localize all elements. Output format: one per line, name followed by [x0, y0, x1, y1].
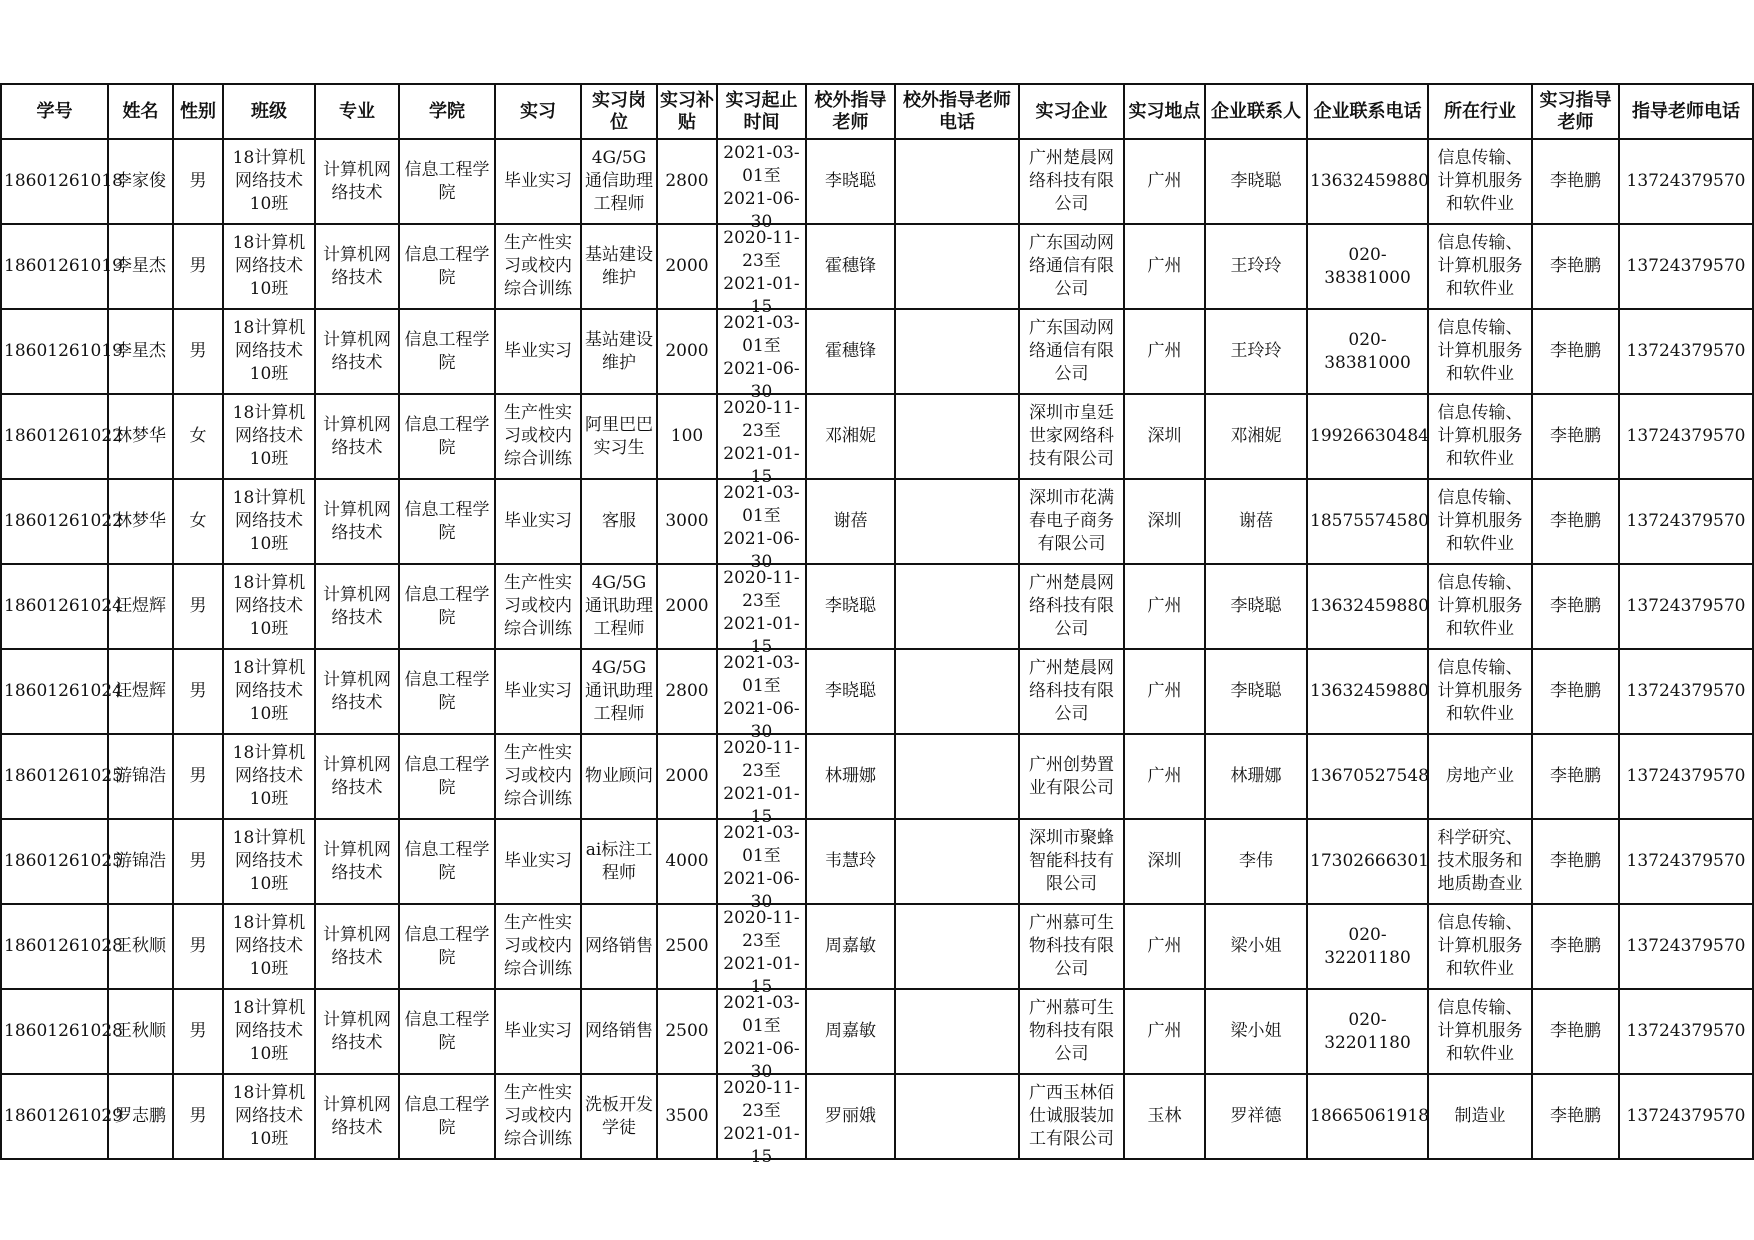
tutor-phone-cell: 13724379570 [1619, 139, 1753, 224]
location-cell: 广州 [1124, 564, 1205, 649]
major-cell: 计算机网络技术 [315, 989, 399, 1074]
table-row [1, 564, 1753, 649]
column-header-class: 班级 [223, 84, 315, 139]
tutor-phone-cell: 13724379570 [1619, 989, 1753, 1074]
tutor-phone-cell: 13724379570 [1619, 649, 1753, 734]
period-cell [717, 564, 806, 657]
company-phone-cell: 17302666301 [1307, 819, 1428, 904]
column-header-college: 学院 [399, 84, 495, 139]
major-cell: 计算机网络技术 [315, 139, 399, 224]
tutor-phone-cell: 13724379570 [1619, 819, 1753, 904]
internship-type-cell: 毕业实习 [495, 989, 581, 1074]
external-tutor-phone-cell [895, 1074, 1019, 1159]
external-tutor-cell: 韦慧玲 [806, 819, 895, 904]
external-tutor-phone-cell [895, 734, 1019, 819]
period-start: 2021-03-01至 [723, 142, 800, 186]
external-tutor-phone-cell [895, 224, 1019, 309]
table-row [1, 904, 1753, 989]
tutor-phone-cell: 13724379570 [1619, 479, 1753, 564]
column-header-name: 姓名 [108, 84, 173, 139]
tutor-cell: 李艳鹏 [1532, 564, 1619, 649]
industry-cell: 制造业 [1428, 1074, 1532, 1159]
major-cell: 计算机网络技术 [315, 564, 399, 649]
gender-cell: 男 [173, 309, 223, 394]
table-row [1, 479, 1753, 564]
column-header-gender: 性别 [173, 84, 223, 139]
period-end: 2021-06-30 [723, 868, 800, 912]
company-cell: 广州楚晨网络科技有限公司 [1019, 649, 1124, 734]
student-id-cell: 18601261018 [1, 139, 108, 224]
company-cell: 广州慕可生物科技有限公司 [1019, 904, 1124, 989]
college-cell: 信息工程学院 [399, 139, 495, 224]
gender-cell: 男 [173, 734, 223, 819]
tutor-phone-cell: 13724379570 [1619, 309, 1753, 394]
company-contact-cell: 梁小姐 [1205, 904, 1307, 989]
industry-cell: 信息传输、计算机服务和软件业 [1428, 649, 1532, 734]
company-cell: 深圳市皇廷世家网络科技有限公司 [1019, 394, 1124, 479]
position-cell: 基站建设维护 [581, 309, 657, 394]
period-start: 2021-03-01至 [723, 822, 800, 866]
column-header-company-contact: 企业联系人 [1205, 84, 1307, 139]
tutor-phone-cell: 13724379570 [1619, 904, 1753, 989]
name-cell: 王秋顺 [108, 989, 173, 1074]
gender-cell: 男 [173, 904, 223, 989]
subsidy-cell: 4000 [657, 819, 717, 904]
company-phone-cell: 020-32201180 [1307, 989, 1428, 1074]
header-row [1, 84, 1753, 139]
table-row [1, 309, 1753, 394]
column-header-location: 实习地点 [1124, 84, 1205, 139]
gender-cell: 男 [173, 139, 223, 224]
tutor-cell: 李艳鹏 [1532, 224, 1619, 309]
period-end: 2021-01-15 [723, 783, 800, 827]
period-cell [717, 224, 806, 317]
industry-cell: 信息传输、计算机服务和软件业 [1428, 394, 1532, 479]
student-id-cell: 18601261019 [1, 309, 108, 394]
major-cell: 计算机网络技术 [315, 224, 399, 309]
gender-cell: 男 [173, 819, 223, 904]
gender-cell: 男 [173, 564, 223, 649]
gender-cell: 女 [173, 479, 223, 564]
period-end: 2021-06-30 [723, 358, 800, 402]
location-cell: 广州 [1124, 904, 1205, 989]
period-cell [717, 734, 806, 827]
external-tutor-cell: 霍穗锋 [806, 224, 895, 309]
student-id-cell: 18601261028 [1, 989, 108, 1074]
student-id-cell: 18601261019 [1, 224, 108, 309]
external-tutor-phone-cell [895, 989, 1019, 1074]
period-end: 2021-06-30 [723, 528, 800, 572]
column-header-company: 实习企业 [1019, 84, 1124, 139]
period-end: 2021-06-30 [723, 1038, 800, 1082]
internship-type-cell: 生产性实习或校内综合训练 [495, 1074, 581, 1159]
internship-type-cell: 生产性实习或校内综合训练 [495, 564, 581, 649]
class-cell: 18计算机网络技术10班 [223, 309, 315, 394]
period-end: 2021-01-15 [723, 273, 800, 317]
industry-cell: 信息传输、计算机服务和软件业 [1428, 224, 1532, 309]
column-header-major: 专业 [315, 84, 399, 139]
subsidy-cell: 2000 [657, 224, 717, 309]
location-cell: 深圳 [1124, 819, 1205, 904]
period-end: 2021-06-30 [723, 698, 800, 742]
position-cell: 网络销售 [581, 904, 657, 989]
company-contact-cell: 李晓聪 [1205, 649, 1307, 734]
name-cell: 罗志鹏 [108, 1074, 173, 1159]
subsidy-cell: 100 [657, 394, 717, 479]
column-header-position: 实习岗位 [581, 84, 657, 139]
student-id-cell: 18601261025 [1, 734, 108, 819]
class-cell: 18计算机网络技术10班 [223, 564, 315, 649]
column-header-subsidy: 实习补贴 [657, 84, 717, 139]
tutor-cell: 李艳鹏 [1532, 819, 1619, 904]
period-start: 2020-11-23至 [723, 737, 800, 781]
tutor-cell: 李艳鹏 [1532, 479, 1619, 564]
position-cell: 4G/5G通讯助理工程师 [581, 649, 657, 734]
subsidy-cell: 2000 [657, 309, 717, 394]
class-cell: 18计算机网络技术10班 [223, 649, 315, 734]
company-cell: 广东国动网络通信有限公司 [1019, 309, 1124, 394]
industry-cell: 信息传输、计算机服务和软件业 [1428, 139, 1532, 224]
table-row [1, 734, 1753, 819]
tutor-phone-cell: 13724379570 [1619, 734, 1753, 819]
company-contact-cell: 梁小姐 [1205, 989, 1307, 1074]
period-start: 2021-03-01至 [723, 482, 800, 526]
company-contact-cell: 罗祥德 [1205, 1074, 1307, 1159]
company-phone-cell: 13670527548 [1307, 734, 1428, 819]
company-cell: 广州楚晨网络科技有限公司 [1019, 139, 1124, 224]
location-cell: 深圳 [1124, 394, 1205, 479]
tutor-phone-cell: 13724379570 [1619, 394, 1753, 479]
external-tutor-cell: 霍穗锋 [806, 309, 895, 394]
tutor-phone-cell: 13724379570 [1619, 1074, 1753, 1159]
external-tutor-cell: 罗丽娥 [806, 1074, 895, 1159]
major-cell: 计算机网络技术 [315, 394, 399, 479]
external-tutor-cell: 李晓聪 [806, 649, 895, 734]
period-start: 2020-11-23至 [723, 907, 800, 951]
position-cell: 4G/5G通信助理工程师 [581, 139, 657, 224]
external-tutor-cell: 周嘉敏 [806, 904, 895, 989]
major-cell: 计算机网络技术 [315, 309, 399, 394]
period-cell [717, 819, 806, 912]
college-cell: 信息工程学院 [399, 224, 495, 309]
internship-type-cell: 毕业实习 [495, 309, 581, 394]
table-row [1, 819, 1753, 904]
class-cell: 18计算机网络技术10班 [223, 394, 315, 479]
gender-cell: 男 [173, 1074, 223, 1159]
column-header-internship-type: 实习 [495, 84, 581, 139]
class-cell: 18计算机网络技术10班 [223, 479, 315, 564]
company-contact-cell: 李晓聪 [1205, 139, 1307, 224]
tutor-cell: 李艳鹏 [1532, 394, 1619, 479]
external-tutor-cell: 李晓聪 [806, 564, 895, 649]
period-cell [717, 989, 806, 1082]
tutor-cell: 李艳鹏 [1532, 139, 1619, 224]
internship-roster-table [0, 83, 1754, 1167]
name-cell: 游锦浩 [108, 734, 173, 819]
period-cell [717, 1074, 806, 1167]
tutor-cell: 李艳鹏 [1532, 989, 1619, 1074]
name-cell: 林梦华 [108, 394, 173, 479]
position-cell: 网络销售 [581, 989, 657, 1074]
major-cell: 计算机网络技术 [315, 479, 399, 564]
column-header-company-phone: 企业联系电话 [1307, 84, 1428, 139]
table-row [1, 224, 1753, 309]
industry-cell: 信息传输、计算机服务和软件业 [1428, 564, 1532, 649]
student-id-cell: 18601261024 [1, 564, 108, 649]
class-cell: 18计算机网络技术10班 [223, 224, 315, 309]
period-cell [717, 479, 806, 572]
period-end: 2021-01-15 [723, 443, 800, 487]
class-cell: 18计算机网络技术10班 [223, 734, 315, 819]
major-cell: 计算机网络技术 [315, 1074, 399, 1159]
tutor-cell: 李艳鹏 [1532, 904, 1619, 989]
gender-cell: 男 [173, 649, 223, 734]
company-cell: 广州慕可生物科技有限公司 [1019, 989, 1124, 1074]
name-cell: 李星杰 [108, 309, 173, 394]
major-cell: 计算机网络技术 [315, 819, 399, 904]
internship-type-cell: 生产性实习或校内综合训练 [495, 394, 581, 479]
company-phone-cell: 18575574580 [1307, 479, 1428, 564]
period-end: 2021-01-15 [723, 613, 800, 657]
position-cell: 洗板开发学徒 [581, 1074, 657, 1159]
college-cell: 信息工程学院 [399, 734, 495, 819]
external-tutor-cell: 林珊娜 [806, 734, 895, 819]
table-row [1, 394, 1753, 479]
table-body [1, 139, 1753, 1167]
company-contact-cell: 李伟 [1205, 819, 1307, 904]
name-cell: 汪煜辉 [108, 649, 173, 734]
company-phone-cell: 020-32201180 [1307, 904, 1428, 989]
column-header-student-id: 学号 [1, 84, 108, 139]
column-header-tutor: 实习指导老师 [1532, 84, 1619, 139]
period-end: 2021-06-30 [723, 188, 800, 232]
tutor-cell: 李艳鹏 [1532, 309, 1619, 394]
position-cell: 物业顾问 [581, 734, 657, 819]
external-tutor-cell: 谢蓓 [806, 479, 895, 564]
tutor-cell: 李艳鹏 [1532, 1074, 1619, 1159]
student-id-cell: 18601261024 [1, 649, 108, 734]
company-contact-cell: 林珊娜 [1205, 734, 1307, 819]
internship-type-cell: 生产性实习或校内综合训练 [495, 734, 581, 819]
college-cell: 信息工程学院 [399, 819, 495, 904]
company-cell: 深圳市花满春电子商务有限公司 [1019, 479, 1124, 564]
student-id-cell: 18601261028 [1, 904, 108, 989]
internship-type-cell: 生产性实习或校内综合训练 [495, 224, 581, 309]
company-phone-cell: 13632459880 [1307, 649, 1428, 734]
subsidy-cell: 2000 [657, 734, 717, 819]
company-contact-cell: 谢蓓 [1205, 479, 1307, 564]
gender-cell: 男 [173, 989, 223, 1074]
company-cell: 深圳市聚蜂智能科技有限公司 [1019, 819, 1124, 904]
table-row [1, 139, 1753, 224]
location-cell: 广州 [1124, 139, 1205, 224]
table-header [1, 84, 1753, 139]
major-cell: 计算机网络技术 [315, 734, 399, 819]
column-header-external-tutor: 校外指导老师 [806, 84, 895, 139]
company-phone-cell: 020-38381000 [1307, 224, 1428, 309]
external-tutor-phone-cell [895, 309, 1019, 394]
student-id-cell: 18601261029 [1, 1074, 108, 1159]
company-phone-cell: 18665061918 [1307, 1074, 1428, 1159]
location-cell: 广州 [1124, 989, 1205, 1074]
table-row [1, 989, 1753, 1074]
external-tutor-phone-cell [895, 819, 1019, 904]
position-cell: 4G/5G通讯助理工程师 [581, 564, 657, 649]
company-cell: 广州楚晨网络科技有限公司 [1019, 564, 1124, 649]
student-id-cell: 18601261022 [1, 479, 108, 564]
class-cell: 18计算机网络技术10班 [223, 819, 315, 904]
industry-cell: 信息传输、计算机服务和软件业 [1428, 309, 1532, 394]
column-header-industry: 所在行业 [1428, 84, 1532, 139]
period-end: 2021-01-15 [723, 1123, 800, 1167]
subsidy-cell: 3000 [657, 479, 717, 564]
subsidy-cell: 3500 [657, 1074, 717, 1159]
subsidy-cell: 2800 [657, 649, 717, 734]
location-cell: 广州 [1124, 224, 1205, 309]
external-tutor-phone-cell [895, 139, 1019, 224]
industry-cell: 信息传输、计算机服务和软件业 [1428, 479, 1532, 564]
internship-roster-sheet [0, 83, 1754, 1167]
position-cell: 阿里巴巴实习生 [581, 394, 657, 479]
gender-cell: 女 [173, 394, 223, 479]
industry-cell: 房地产业 [1428, 734, 1532, 819]
industry-cell: 信息传输、计算机服务和软件业 [1428, 904, 1532, 989]
column-header-period: 实习起止时间 [717, 84, 806, 139]
college-cell: 信息工程学院 [399, 564, 495, 649]
subsidy-cell: 2500 [657, 989, 717, 1074]
subsidy-cell: 2000 [657, 564, 717, 649]
industry-cell: 科学研究、技术服务和地质勘查业 [1428, 819, 1532, 904]
external-tutor-phone-cell [895, 479, 1019, 564]
location-cell: 广州 [1124, 734, 1205, 819]
location-cell: 深圳 [1124, 479, 1205, 564]
major-cell: 计算机网络技术 [315, 649, 399, 734]
period-cell [717, 649, 806, 742]
name-cell: 游锦浩 [108, 819, 173, 904]
period-start: 2020-11-23至 [723, 1077, 800, 1121]
company-phone-cell: 19926630484 [1307, 394, 1428, 479]
internship-type-cell: 毕业实习 [495, 139, 581, 224]
name-cell: 李家俊 [108, 139, 173, 224]
college-cell: 信息工程学院 [399, 904, 495, 989]
external-tutor-cell: 邓湘妮 [806, 394, 895, 479]
external-tutor-phone-cell [895, 649, 1019, 734]
college-cell: 信息工程学院 [399, 309, 495, 394]
period-end: 2021-01-15 [723, 953, 800, 997]
period-start: 2021-03-01至 [723, 992, 800, 1036]
student-id-cell: 18601261025 [1, 819, 108, 904]
class-cell: 18计算机网络技术10班 [223, 904, 315, 989]
internship-type-cell: 毕业实习 [495, 479, 581, 564]
subsidy-cell: 2800 [657, 139, 717, 224]
external-tutor-cell: 李晓聪 [806, 139, 895, 224]
name-cell: 王秋顺 [108, 904, 173, 989]
column-header-tutor-phone: 指导老师电话 [1619, 84, 1753, 139]
table-row [1, 1074, 1753, 1159]
tutor-phone-cell: 13724379570 [1619, 224, 1753, 309]
external-tutor-phone-cell [895, 564, 1019, 649]
tutor-phone-cell: 13724379570 [1619, 564, 1753, 649]
gender-cell: 男 [173, 224, 223, 309]
location-cell: 广州 [1124, 649, 1205, 734]
internship-type-cell: 毕业实习 [495, 649, 581, 734]
industry-cell: 信息传输、计算机服务和软件业 [1428, 989, 1532, 1074]
college-cell: 信息工程学院 [399, 479, 495, 564]
location-cell: 广州 [1124, 309, 1205, 394]
table-row [1, 649, 1753, 734]
position-cell: 客服 [581, 479, 657, 564]
internship-type-cell: 毕业实习 [495, 819, 581, 904]
column-header-external-tutor-phone: 校外指导老师电话 [895, 84, 1019, 139]
period-start: 2021-03-01至 [723, 652, 800, 696]
name-cell: 李星杰 [108, 224, 173, 309]
college-cell: 信息工程学院 [399, 1074, 495, 1159]
period-start: 2021-03-01至 [723, 312, 800, 356]
external-tutor-phone-cell [895, 904, 1019, 989]
class-cell: 18计算机网络技术10班 [223, 989, 315, 1074]
college-cell: 信息工程学院 [399, 649, 495, 734]
name-cell: 林梦华 [108, 479, 173, 564]
subsidy-cell: 2500 [657, 904, 717, 989]
period-start: 2020-11-23至 [723, 567, 800, 611]
location-cell: 玉林 [1124, 1074, 1205, 1159]
student-id-cell: 18601261022 [1, 394, 108, 479]
company-phone-cell: 13632459880 [1307, 564, 1428, 649]
company-cell: 广西玉林佰仕诚服装加工有限公司 [1019, 1074, 1124, 1159]
period-cell [717, 904, 806, 997]
class-cell: 18计算机网络技术10班 [223, 139, 315, 224]
name-cell: 汪煜辉 [108, 564, 173, 649]
company-phone-cell: 13632459880 [1307, 139, 1428, 224]
tutor-cell: 李艳鹏 [1532, 734, 1619, 819]
tutor-cell: 李艳鹏 [1532, 649, 1619, 734]
position-cell: ai标注工程师 [581, 819, 657, 904]
period-start: 2020-11-23至 [723, 397, 800, 441]
company-cell: 广州创势置业有限公司 [1019, 734, 1124, 819]
company-contact-cell: 王玲玲 [1205, 224, 1307, 309]
external-tutor-cell: 周嘉敏 [806, 989, 895, 1074]
internship-type-cell: 生产性实习或校内综合训练 [495, 904, 581, 989]
company-contact-cell: 李晓聪 [1205, 564, 1307, 649]
college-cell: 信息工程学院 [399, 989, 495, 1074]
period-cell [717, 394, 806, 487]
period-cell [717, 139, 806, 232]
position-cell: 基站建设维护 [581, 224, 657, 309]
college-cell: 信息工程学院 [399, 394, 495, 479]
company-contact-cell: 邓湘妮 [1205, 394, 1307, 479]
company-phone-cell: 020-38381000 [1307, 309, 1428, 394]
company-contact-cell: 王玲玲 [1205, 309, 1307, 394]
period-cell [717, 309, 806, 402]
major-cell: 计算机网络技术 [315, 904, 399, 989]
class-cell: 18计算机网络技术10班 [223, 1074, 315, 1159]
period-start: 2020-11-23至 [723, 227, 800, 271]
company-cell: 广东国动网络通信有限公司 [1019, 224, 1124, 309]
external-tutor-phone-cell [895, 394, 1019, 479]
